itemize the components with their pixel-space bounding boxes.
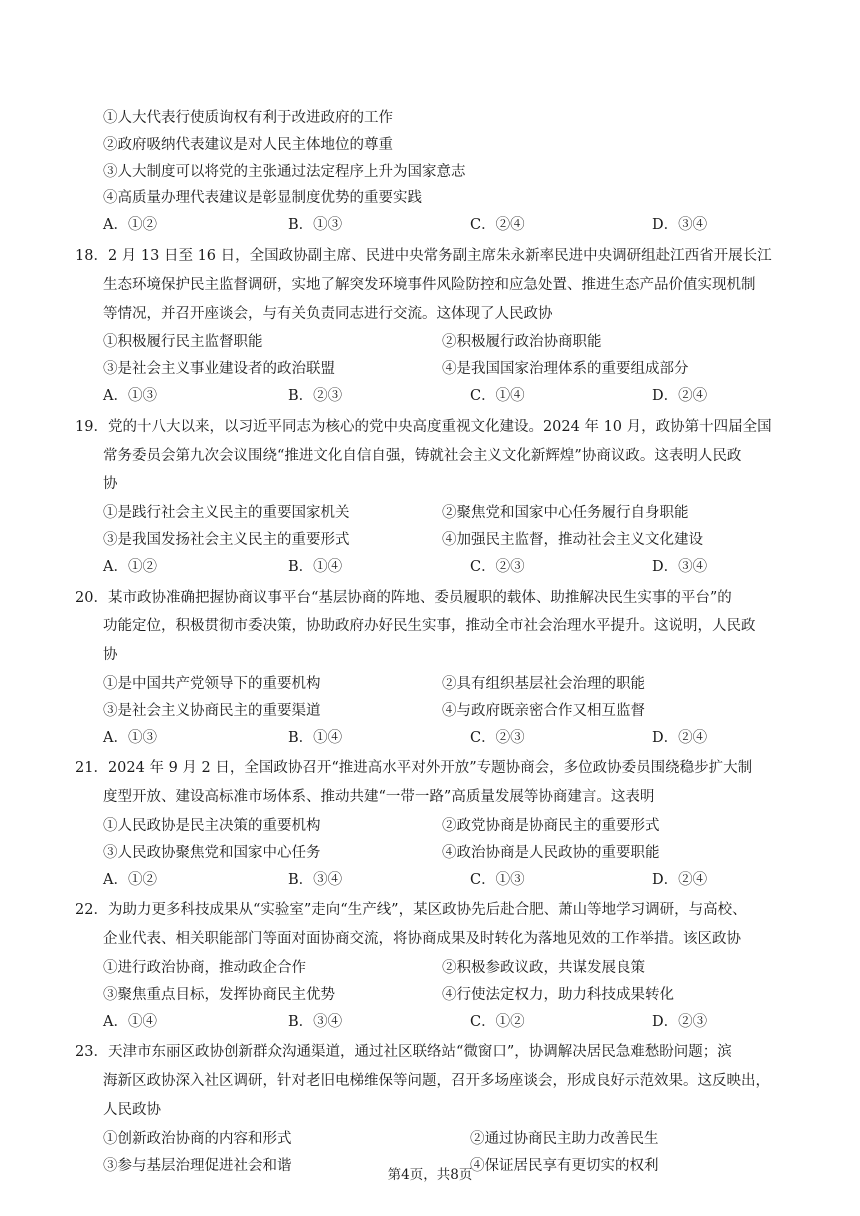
- q17-option-3: ③人大制度可以将党的主张通过法定程序上升为国家意志: [103, 163, 466, 180]
- q19-option-3: ③是我国发扬社会主义民主的重要形式: [103, 532, 350, 548]
- q18-option-1: ①积极履行民主监督职能: [103, 334, 263, 351]
- q23-option-1: ①创新政治协商的内容和形式: [103, 1130, 292, 1147]
- q20-stem-line: 20．某市政协准确把握协商议事平台“基层协商的阵地、委员履职的载体、助推解决民生实事的平台”的: [75, 589, 732, 606]
- q18-option-2: ②积极履行政治协商职能: [442, 334, 602, 351]
- q17-choice-B: B．①③: [288, 217, 343, 234]
- q22-choice-A: A．①④: [103, 1013, 157, 1030]
- q22-choice-C: C．①②: [470, 1013, 525, 1030]
- q21-option-3: ③人民政协聚焦党和国家中心任务: [103, 844, 321, 861]
- q20-choice-D: D．②④: [652, 729, 708, 746]
- q21-choice-C: C．①③: [470, 871, 525, 888]
- q22-stem-line: 企业代表、相关职能部门等面对面协商交流，将协商成果及时转化为落地见效的工作举措。该区政协: [103, 931, 741, 948]
- q21-choice-B: B．③④: [288, 871, 343, 888]
- q20-choice-B: B．①④: [288, 729, 343, 746]
- q19-choice-C: C．②③: [470, 558, 525, 575]
- q18-option-4: ④是我国国家治理体系的重要组成部分: [442, 361, 689, 378]
- q18-choice-A: A．①③: [103, 388, 157, 404]
- q19-option-4: ④加强民主监督，推动社会主义文化建设: [442, 532, 703, 548]
- q21-stem-line: 21．2024 年 9 月 2 日，全国政协召开“推进高水平对外开放”专题协商会，多位政协委员围绕稳步扩大制: [75, 760, 753, 777]
- q22-stem-line: 22．为助力更多科技成果从“实验室”走向“生产线”，某区政协先后赴合肥、萧山等地学习调研，与高校、: [75, 902, 747, 919]
- q19-choice-B: B．①④: [288, 558, 343, 575]
- q22-option-4: ④行使法定权力，助力科技成果转化: [442, 986, 674, 1003]
- q17-choice-D: D．③④: [652, 217, 708, 234]
- q22-option-2: ②积极参政议政，共谋发展良策: [442, 960, 645, 976]
- q18-choice-D: D．②④: [652, 388, 708, 404]
- q20-option-2: ②具有组织基层社会治理的职能: [442, 676, 645, 692]
- q21-option-1: ①人民政协是民主决策的重要机构: [103, 818, 321, 834]
- q19-stem-line: 协: [103, 476, 118, 493]
- q23-option-3: ③参与基层治理促进社会和谐: [103, 1157, 292, 1174]
- q20-stem-line: 协: [103, 647, 118, 664]
- q18-stem-line: 生态环境保护民主监督调研，实地了解突发环境事件风险防控和应急处置、推进生态产品价值实现机制: [103, 276, 756, 293]
- page-footer: 第4页，共8页: [387, 1167, 473, 1183]
- q21-choice-A: A．①②: [103, 871, 157, 888]
- q20-option-4: ④与政府既亲密合作又相互监督: [442, 702, 645, 719]
- q20-choice-A: A．①③: [103, 729, 157, 746]
- q22-option-1: ①进行政治协商，推动政企合作: [103, 960, 306, 976]
- q18-stem-line: 18．2 月 13 日至 16 日，全国政协副主席、民进中央常务副主席朱永新率民进中央调研组赴江西省开展长江: [75, 248, 772, 264]
- q18-choice-C: C．①④: [470, 388, 525, 404]
- q18-option-3: ③是社会主义事业建设者的政治联盟: [103, 361, 335, 378]
- q23-stem-line: 人民政协: [103, 1102, 161, 1118]
- q23-stem-line: 海新区政协深入社区调研，针对老旧电梯维保等问题，召开多场座谈会，形成良好示范效果。这反映出，: [103, 1073, 770, 1090]
- q21-stem-line: 度型开放、建设高标准市场体系、推动共建“一带一路”高质量发展等协商建言。这表明: [103, 789, 655, 806]
- q18-choice-B: B．②③: [288, 388, 343, 404]
- q20-option-3: ③是社会主义协商民主的重要渠道: [103, 702, 321, 719]
- q20-stem-line: 功能定位，积极贯彻市委决策，协助政府办好民生实事，推动全市社会治理水平提升。这说明，人民政: [103, 618, 756, 635]
- q21-option-4: ④政治协商是人民政协的重要职能: [442, 844, 660, 861]
- q17-option-1: ①人大代表行使质询权有利于改进政府的工作: [103, 110, 393, 126]
- q19-stem-line: 19．党的十八大以来，以习近平同志为核心的党中央高度重视文化建设。2024 年 10 月，政协第十四届全国: [75, 418, 772, 435]
- q20-choice-C: C．②③: [470, 729, 525, 746]
- q19-choice-D: D．③④: [652, 558, 708, 575]
- q22-choice-B: B．③④: [288, 1013, 343, 1030]
- q22-option-3: ③聚焦重点目标，发挥协商民主优势: [103, 986, 335, 1003]
- q19-stem-line: 常务委员会第九次会议围绕“推进文化自信自强，铸就社会主义文化新辉煌”协商议政。这表明人民政: [103, 447, 742, 464]
- q17-choice-C: C．②④: [470, 217, 525, 234]
- q17-choice-A: A．①②: [103, 217, 157, 234]
- q23-stem-line: 23．天津市东丽区政协创新群众沟通渠道，通过社区联络站“微窗口”，协调解决居民急难愁盼问题；滨: [75, 1044, 732, 1061]
- q17-option-4: ④高质量办理代表建议是彰显制度优势的重要实践: [103, 190, 422, 207]
- q23-option-4: ④保证居民享有更切实的权利: [470, 1157, 659, 1174]
- q17-option-2: ②政府吸纳代表建议是对人民主体地位的尊重: [103, 136, 393, 153]
- q20-option-1: ①是中国共产党领导下的重要机构: [103, 676, 321, 692]
- q21-choice-D: D．②④: [652, 871, 708, 888]
- q18-stem-line: 等情况，并召开座谈会，与有关负责同志进行交流。这体现了人民政协: [103, 305, 553, 322]
- q19-option-1: ①是践行社会主义民主的重要国家机关: [103, 505, 350, 522]
- q23-option-2: ②通过协商民主助力改善民生: [470, 1130, 659, 1147]
- q19-choice-A: A．①②: [103, 558, 157, 575]
- q22-choice-D: D．②③: [652, 1013, 708, 1030]
- q21-option-2: ②政党协商是协商民主的重要形式: [442, 818, 660, 834]
- q19-option-2: ②聚焦党和国家中心任务履行自身职能: [442, 505, 689, 522]
